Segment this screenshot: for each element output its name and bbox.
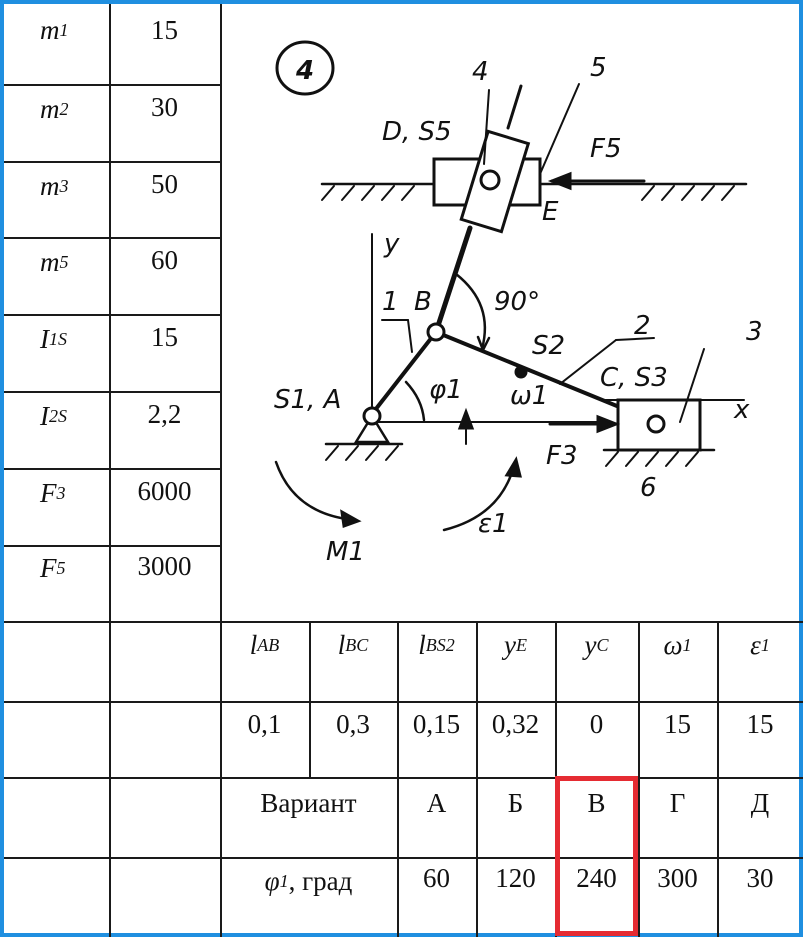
label-epsilon: ε1 bbox=[478, 509, 509, 539]
lower-guide-hatch bbox=[606, 452, 698, 466]
scheme-number: 4 bbox=[296, 56, 315, 86]
joint-d bbox=[481, 171, 499, 189]
label-axis-y: y bbox=[384, 229, 400, 259]
joint-b bbox=[428, 324, 444, 340]
param-label: F 5 bbox=[40, 552, 66, 583]
label-point-a: S1, A bbox=[274, 385, 342, 415]
header-y-c: y C bbox=[584, 629, 609, 660]
param-label: I 1S bbox=[40, 323, 67, 354]
variant-label: Вариант bbox=[260, 787, 357, 818]
param-value: 2,2 bbox=[147, 398, 182, 429]
value-l-bs2: 0,15 bbox=[412, 708, 461, 739]
param-label: F 3 bbox=[40, 477, 66, 508]
param-value: 30 bbox=[151, 91, 178, 122]
param-label: I 2S bbox=[40, 400, 67, 431]
value-epsilon: 15 bbox=[746, 708, 774, 739]
label-point-b: B bbox=[414, 287, 432, 317]
label-link5: 5 bbox=[590, 53, 607, 83]
label-angle-90: 90° bbox=[494, 287, 541, 317]
param-value: 15 bbox=[151, 321, 178, 352]
param-label: m 1 bbox=[40, 14, 69, 45]
param-label: m 3 bbox=[40, 170, 69, 201]
header-omega: ω 1 bbox=[663, 629, 692, 660]
variant-a: А bbox=[426, 787, 447, 818]
value-l-bc: 0,3 bbox=[336, 708, 370, 739]
phi-value-v: 240 bbox=[576, 862, 617, 893]
value-y-e: 0,32 bbox=[491, 708, 540, 739]
label-link4: 4 bbox=[472, 57, 489, 87]
value-y-c: 0 bbox=[589, 708, 604, 739]
label-frame6: 6 bbox=[640, 473, 657, 503]
phi-value-b: 120 bbox=[495, 862, 536, 893]
param-value: 3000 bbox=[137, 550, 192, 581]
label-link3: 3 bbox=[746, 317, 763, 347]
param-label: m 5 bbox=[40, 246, 69, 277]
variant-v: В bbox=[587, 787, 606, 818]
link-ab bbox=[372, 332, 436, 414]
phi-value-d: 30 bbox=[746, 862, 774, 893]
label-angle-phi: φ1 bbox=[429, 375, 463, 405]
header-y-e: y E bbox=[504, 629, 527, 660]
mechanism-diagram bbox=[220, 4, 803, 621]
header-l-bc: l BC bbox=[337, 629, 369, 660]
label-axis-x: x bbox=[734, 395, 750, 425]
param-value: 50 bbox=[151, 168, 178, 199]
header-l-bs2: l BS2 bbox=[418, 629, 455, 660]
header-epsilon: ε 1 bbox=[750, 629, 770, 660]
param-value: 6000 bbox=[137, 475, 192, 506]
link-bd bbox=[436, 228, 470, 332]
value-l-ab: 0,1 bbox=[247, 708, 282, 739]
variant-g: Г bbox=[669, 787, 686, 818]
variant-d: Д bbox=[750, 787, 770, 818]
variant-b: Б bbox=[507, 787, 524, 818]
joint-a bbox=[364, 408, 380, 424]
angle-phi-arc bbox=[406, 382, 424, 420]
label-moment: M1 bbox=[326, 537, 365, 567]
label-link2: 2 bbox=[634, 311, 651, 341]
header-l-ab: l AB bbox=[249, 629, 280, 660]
selected-variant-highlight bbox=[555, 776, 638, 936]
joint-c bbox=[648, 416, 664, 432]
param-value: 60 bbox=[151, 244, 178, 275]
label-force-f5: F5 bbox=[590, 134, 622, 164]
label-point-e: E bbox=[542, 197, 559, 227]
param-label: m 2 bbox=[40, 93, 69, 124]
label-omega: ω1 bbox=[510, 381, 549, 411]
label-point-s2: S2 bbox=[532, 331, 566, 361]
angle-90-arc bbox=[456, 274, 485, 349]
value-omega: 15 bbox=[664, 708, 691, 739]
label-point-c: C, S3 bbox=[600, 363, 668, 393]
phi-label: φ 1 , град bbox=[264, 865, 353, 896]
param-value: 15 bbox=[151, 14, 178, 45]
label-link1: 1 bbox=[382, 287, 399, 317]
label-force-f3: F3 bbox=[546, 441, 578, 471]
phi-value-g: 300 bbox=[657, 862, 698, 893]
point-s2 bbox=[516, 367, 526, 377]
phi-value-a: 60 bbox=[423, 862, 450, 893]
label-point-d: D, S5 bbox=[382, 117, 452, 147]
